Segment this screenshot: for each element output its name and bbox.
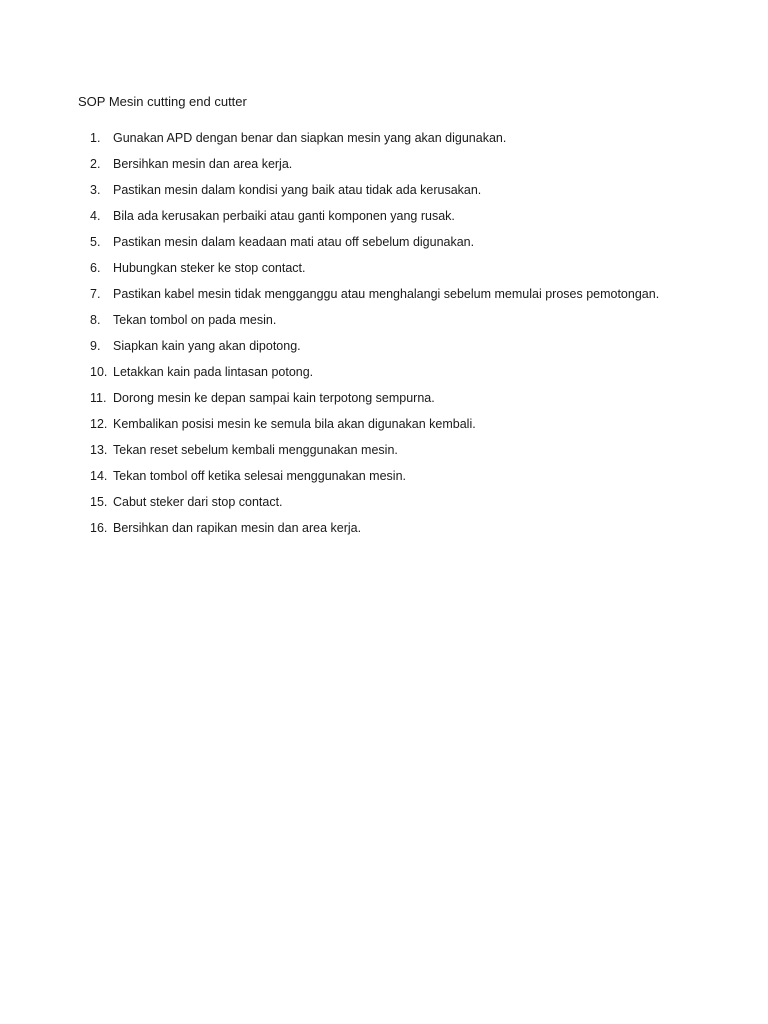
step-text: Bersihkan mesin dan area kerja.	[113, 157, 293, 171]
step-number: 15.	[90, 495, 108, 509]
step-number: 8.	[90, 313, 101, 327]
step-number: 16.	[90, 521, 108, 535]
step-number: 10.	[90, 365, 108, 379]
step-text: Pastikan mesin dalam keadaan mati atau off sebelum digunakan.	[113, 235, 475, 249]
step-text: Kembalikan posisi mesin ke semula bila akan digunakan kembali.	[113, 417, 476, 431]
step-number: 11.	[90, 391, 107, 405]
step-text: Dorong mesin ke depan sampai kain terpotong sempurna.	[113, 391, 435, 405]
step-number: 2.	[90, 157, 101, 171]
step-text: Gunakan APD dengan benar dan siapkan mesin yang akan digunakan.	[113, 131, 507, 145]
step-text: Siapkan kain yang akan dipotong.	[113, 339, 301, 353]
step-number: 13.	[90, 443, 108, 457]
step-number: 4.	[90, 209, 101, 223]
step-text: Tekan reset sebelum kembali menggunakan mesin.	[113, 443, 398, 457]
step-number: 7.	[90, 287, 101, 301]
step-number: 1.	[90, 131, 101, 145]
step-number: 5.	[90, 235, 101, 249]
step-number: 14.	[90, 469, 108, 483]
step-text: Cabut steker dari stop contact.	[113, 495, 283, 509]
step-text: Bersihkan dan rapikan mesin dan area kerja.	[113, 521, 362, 535]
step-number: 6.	[90, 261, 101, 275]
step-text: Tekan tombol off ketika selesai menggunakan mesin.	[113, 469, 406, 483]
document-title: SOP Mesin cutting end cutter	[78, 94, 247, 109]
step-number: 3.	[90, 183, 101, 197]
step-number: 9.	[90, 339, 101, 353]
step-text: Hubungkan steker ke stop contact.	[113, 261, 306, 275]
step-text: Pastikan kabel mesin tidak mengganggu atau menghalangi sebelum memulai proses pemotongan.	[113, 287, 660, 301]
step-text: Pastikan mesin dalam kondisi yang baik atau tidak ada kerusakan.	[113, 183, 482, 197]
step-text: Letakkan kain pada lintasan potong.	[113, 365, 314, 379]
step-number: 12.	[90, 417, 108, 431]
step-text: Bila ada kerusakan perbaiki atau ganti komponen yang rusak.	[113, 209, 455, 223]
step-text: Tekan tombol on pada mesin.	[113, 313, 277, 327]
